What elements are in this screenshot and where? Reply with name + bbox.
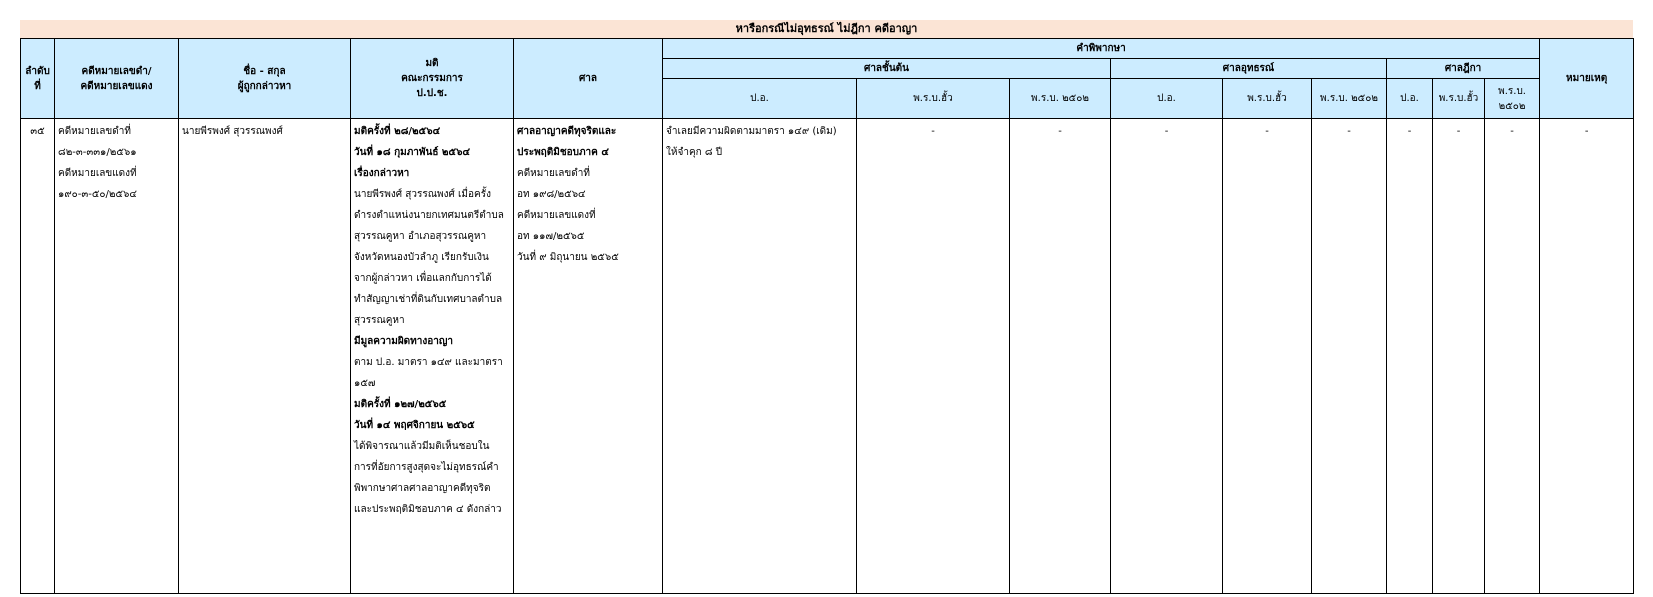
header-ac-act-2502: พ.ร.บ. ๒๕๐๒ (1312, 79, 1387, 119)
header-court: ศาล (514, 39, 663, 119)
header-judgment: คำพิพากษา (663, 39, 1540, 59)
cell-fc-act-2502: - (1010, 119, 1111, 594)
cell-sc-act-2502: - (1485, 119, 1540, 594)
header-fc-act-old: พ.ร.บ.ฮั้ว (857, 79, 1010, 119)
header-sc-act-2502: พ.ร.บ. ๒๕๐๒ (1485, 79, 1540, 119)
header-sc-criminal-code: ป.อ. (1387, 79, 1433, 119)
table-title: หารือกรณีไม่อุทธรณ์ ไม่ฎีกา คดีอาญา (20, 20, 1633, 38)
header-fc-criminal-code: ป.อ. (663, 79, 857, 119)
cell-sc-act-old: - (1433, 119, 1485, 594)
header-case-number: คดีหมายเลขดำ/ คดีหมายเลขแดง (55, 39, 179, 119)
cell-ac-act-2502: - (1312, 119, 1387, 594)
header-first-court: ศาลชั้นต้น (663, 59, 1111, 79)
cell-case-number: คดีหมายเลขดำที่ ๘๒-๓-๓๓๑/๒๕๖๑ คดีหมายเลขแดงที่ ๑๙๐-๓-๕๐/๒๕๖๔ (55, 119, 179, 594)
header-ac-criminal-code: ป.อ. (1111, 79, 1223, 119)
cell-ac-act-old: - (1223, 119, 1312, 594)
header-sc-act-old: พ.ร.บ.ฮั้ว (1433, 79, 1485, 119)
header-fc-act-2502: พ.ร.บ. ๒๕๐๒ (1010, 79, 1111, 119)
header-seq: ลำดับ ที่ (21, 39, 55, 119)
header-supreme-court: ศาลฎีกา (1387, 59, 1540, 79)
judgment-table (20, 38, 1634, 594)
header-ac-act-old: พ.ร.บ.ฮั้ว (1223, 79, 1312, 119)
cell-seq: ๓๕ (21, 119, 55, 594)
header-nacc-resolution: มติ คณะกรรมการ ป.ป.ช. (351, 39, 514, 119)
header-remark: หมายเหตุ (1540, 39, 1634, 119)
header-appeal-court: ศาลอุทธรณ์ (1111, 59, 1387, 79)
header-accused-name: ชื่อ - สกุล ผู้ถูกกล่าวหา (179, 39, 351, 119)
table-row (21, 119, 1634, 594)
cell-court: ศาลอาญาคดีทุจริตและ ประพฤติมิชอบภาค ๔ คดีหมายเลขดำที่ อท ๑๙๘/๒๕๖๔ คดีหมายเลขแดงที่ อท ๑๑๗/๒๕๖๕ วันที่ ๙ มิถุนายน ๒๕๖๕ (514, 119, 663, 594)
cell-nacc-resolution: มติครั้งที่ ๒๘/๒๕๖๔ วันที่ ๑๘ กุมภาพันธ์ ๒๕๖๔ เรื่องกล่าวหา นายพีรพงศ์ สุวรรณพงศ์ เมื่อครั้ง ดำรงตำแหน่งนายกเทศมนตรีตำบล สุวรรณคูหา อำเภอสุวรรณคูหา จังหวัดหนองบัวลำภู เรียกรับเงิน จากผู้กล่าวหา เพื่อแลกกับการได้ ทำสัญญาเช่าที่ดินกับเทศบาลตำบล สุวรรณคูหา มีมูลความผิดทางอาญา ตาม ป.อ. มาตรา ๑๔๙ และมาตรา ๑๕๗ มติครั้งที่ ๑๒๗/๒๕๖๕ วันที่ ๑๔ พฤศจิกายน ๒๕๖๕ ได้พิจารณาแล้วมีมติเห็นชอบใน การที่อัยการสูงสุดจะไม่อุทธรณ์คำ พิพากษาศาลศาลอาญาคดีทุจริต และประพฤติมิชอบภาค ๔ ดังกล่าว (351, 119, 514, 594)
cell-fc-criminal-code: จำเลยมีความผิดตามมาตรา ๑๔๙ (เดิม) ให้จำคุก ๘ ปี (663, 119, 857, 594)
cell-accused-name: นายพีรพงศ์ สุวรรณพงศ์ (179, 119, 351, 594)
cell-fc-act-old: - (857, 119, 1010, 594)
cell-sc-criminal-code: - (1387, 119, 1433, 594)
cell-remark: - (1540, 119, 1634, 594)
cell-ac-criminal-code: - (1111, 119, 1223, 594)
